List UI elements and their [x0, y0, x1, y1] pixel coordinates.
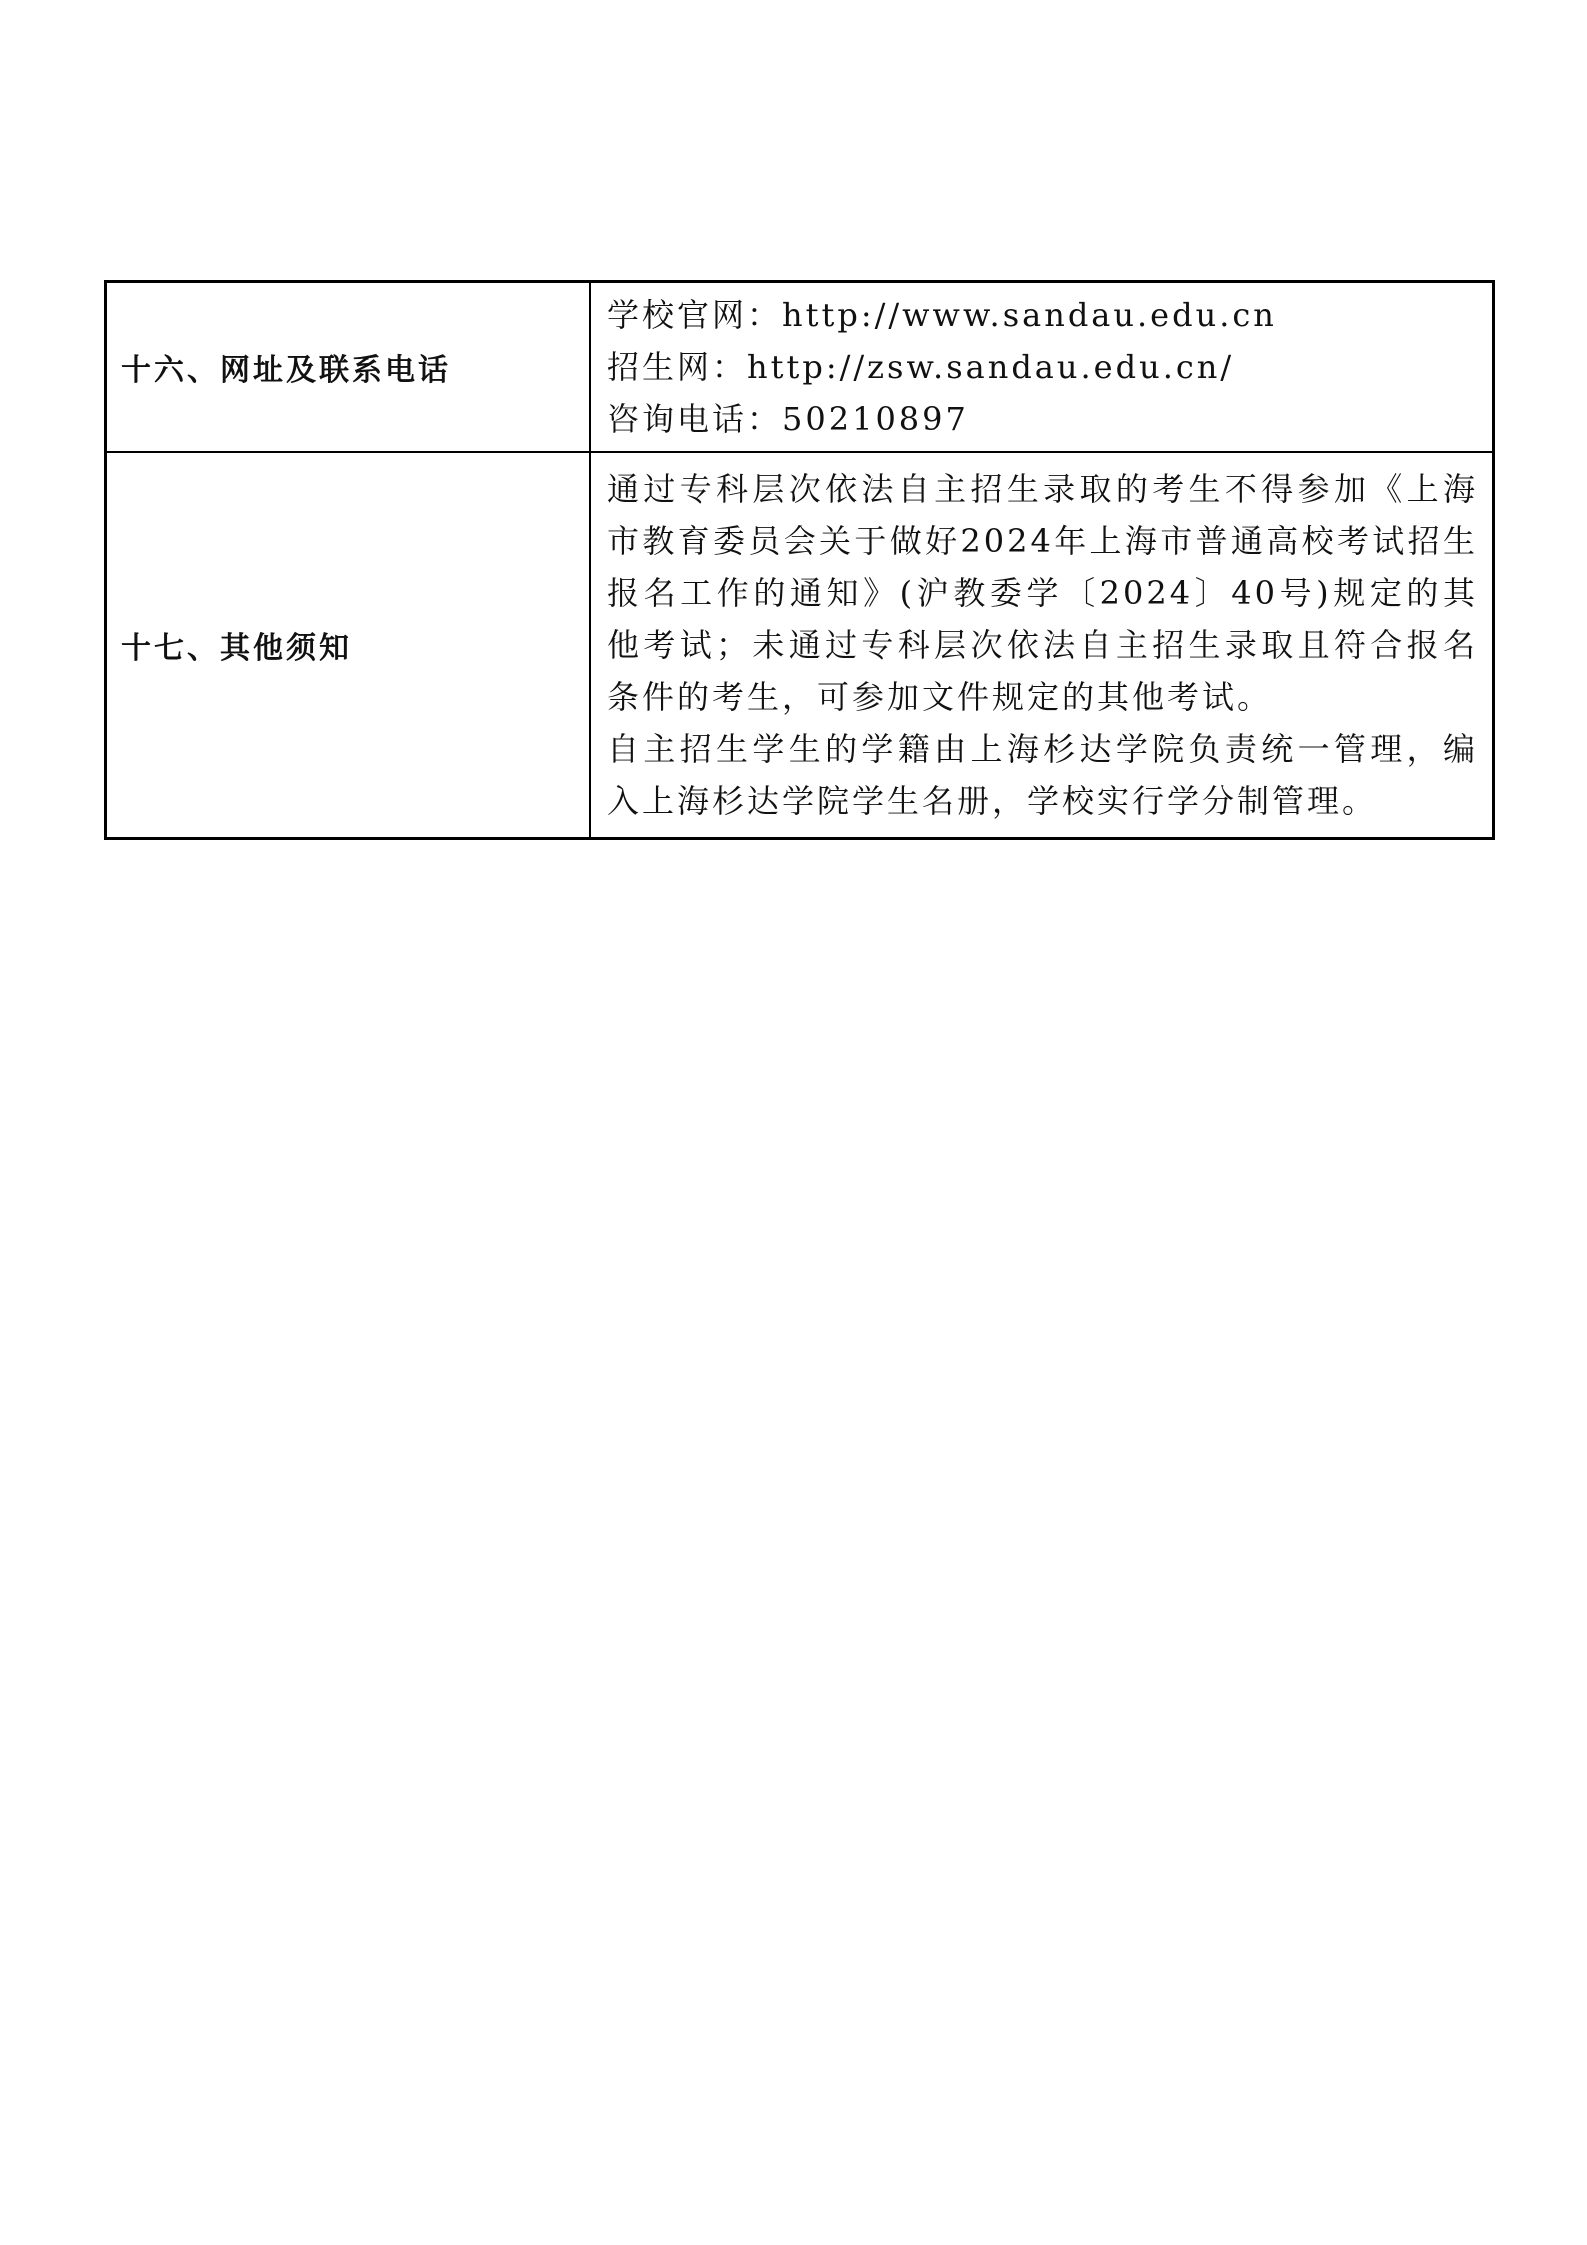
- admission-info-table: [104, 280, 1495, 840]
- row-label-other-notes: 十七、其他须知: [106, 452, 591, 839]
- consult-phone-line: 咨询电话：50210897: [607, 400, 969, 438]
- school-website-line: 学校官网：http://www.sandau.edu.cn: [607, 296, 1277, 334]
- table-row-other-notes: [106, 452, 1494, 839]
- admission-website-line: 招生网：http://zsw.sandau.edu.cn/: [607, 348, 1235, 386]
- row-content-website-contact: [590, 282, 1494, 453]
- notes-paragraph-exam-rule: 通过专科层次依法自主招生录取的考生不得参加《上海市教育委员会关于做好2024年上海市普通高校考试招生报名工作的通知》(沪教委学〔2024〕40号)规定的其他考试；未通过专科层次依法自主招生录取且符合报名条件的考生，可参加文件规定的其他考试。: [607, 470, 1478, 716]
- row-label-website-contact: 十六、网址及联系电话: [106, 282, 591, 453]
- table-row-website-contact: [106, 282, 1494, 453]
- notes-paragraph-student-status: 自主招生学生的学籍由上海杉达学院负责统一管理，编入上海杉达学院学生名册，学校实行学分制管理。: [607, 730, 1478, 820]
- row-content-other-notes: [590, 452, 1494, 839]
